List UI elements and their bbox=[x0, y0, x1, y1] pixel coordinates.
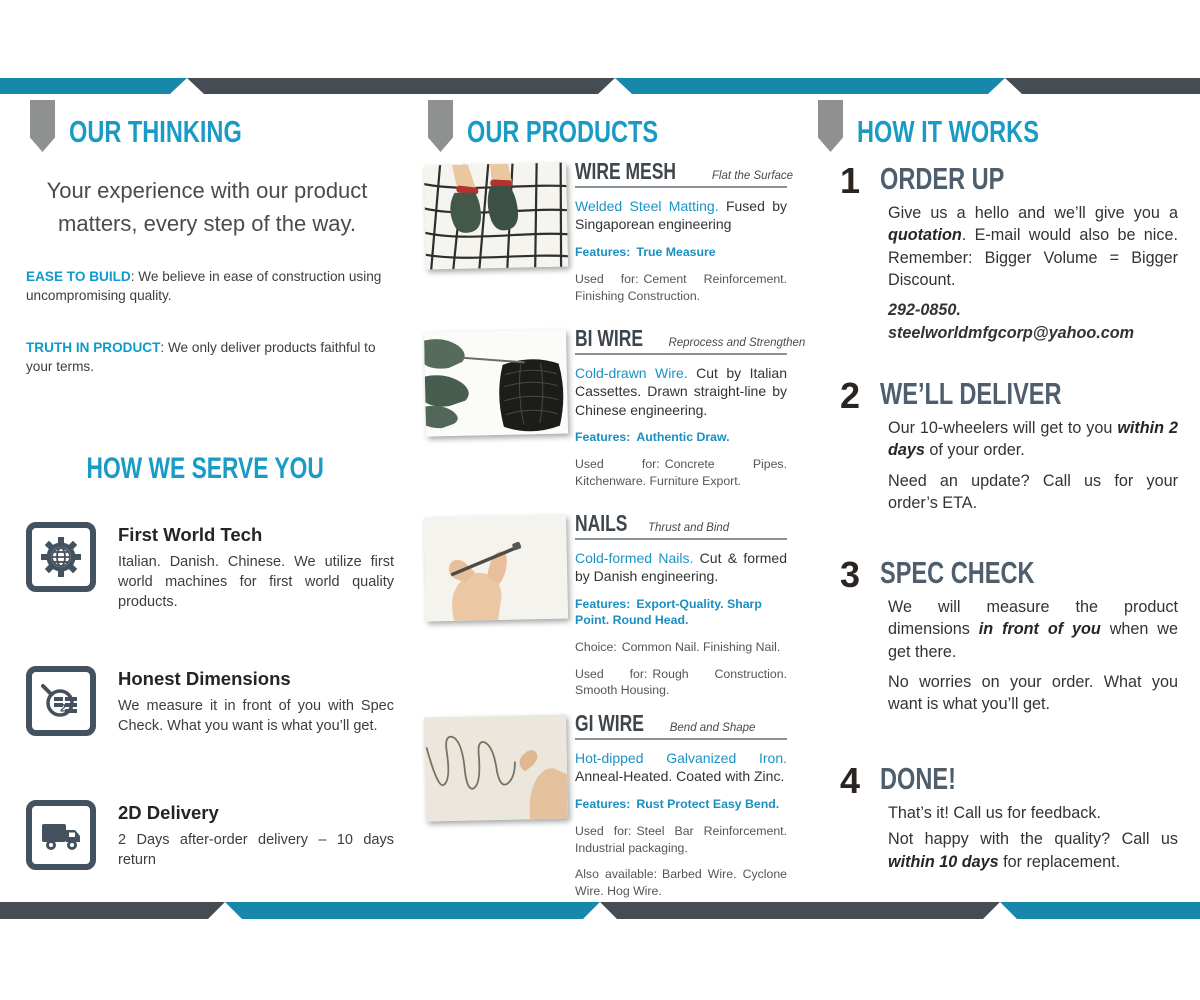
step-paragraph: No worries on your order. What you want is what you’ll get. bbox=[888, 673, 1178, 714]
section-title: OUR PRODUCTS bbox=[467, 114, 659, 149]
value-point-text: : We only deliver products faithful to your terms. bbox=[26, 339, 376, 375]
used-text: Cement Reinforcement. Finishing Construction. bbox=[575, 271, 787, 303]
bookmark-pin-icon bbox=[428, 100, 453, 152]
step-title: WE’LL DELIVER bbox=[880, 376, 1062, 411]
serve-item-title: Honest Dimensions bbox=[118, 668, 291, 689]
also-label: Also available: bbox=[575, 867, 657, 882]
product-title-row bbox=[575, 712, 787, 740]
product-choice bbox=[575, 639, 787, 656]
also-text: Barbed Wire. Cyclone Wire. Hog Wire. bbox=[575, 867, 787, 898]
step-paragraph bbox=[888, 417, 1178, 462]
bottom-ribbon-decoration bbox=[0, 902, 1200, 919]
section-our-thinking-header bbox=[30, 108, 296, 152]
product-used-for bbox=[575, 666, 787, 699]
used-label: Used for: bbox=[575, 823, 632, 838]
used-text: Steel Bar Reinforcement. Industrial packaging. bbox=[575, 823, 787, 855]
product-wire-mesh bbox=[425, 158, 794, 304]
step-paragraph bbox=[888, 202, 1178, 291]
product-bi-wire bbox=[425, 325, 806, 490]
choice-text: Common Nail. Finishing Nail. bbox=[621, 639, 781, 654]
features-text: True Measure bbox=[636, 244, 716, 259]
value-point-text: : We believe in ease of construction using uncompromising quality. bbox=[26, 268, 382, 304]
step-number: 2 bbox=[840, 375, 861, 416]
section-our-products-header bbox=[428, 108, 718, 152]
step-text: of your order. bbox=[924, 441, 1025, 460]
product-used-for bbox=[575, 271, 787, 304]
product-tagline: Bend and Shape bbox=[669, 722, 756, 734]
email-address: steelworldmfgcorp@yahoo.com bbox=[888, 323, 1135, 342]
serve-item-first-world-tech bbox=[26, 522, 394, 612]
product-desc-rest: Anneal-Heated. Coated with Zinc. bbox=[575, 768, 785, 785]
value-point-label: EASE TO BUILD bbox=[26, 268, 131, 284]
magnifier-spec-icon bbox=[26, 666, 96, 736]
product-title-row bbox=[575, 158, 794, 188]
value-point bbox=[26, 338, 392, 377]
product-title-row bbox=[575, 512, 787, 540]
step-well-deliver bbox=[840, 375, 1180, 522]
step-text: . E-mail would also be nice. Remember: Bigger Volume = Bigger Discount. bbox=[888, 226, 1178, 290]
used-label: Used for: bbox=[575, 666, 648, 681]
product-description bbox=[575, 749, 787, 786]
step-text-emphasis: within 10 days bbox=[888, 852, 999, 871]
product-features bbox=[575, 245, 787, 261]
step-title: SPEC CHECK bbox=[880, 555, 1035, 590]
product-lead: Hot-dipped Galvanized Iron. bbox=[575, 750, 787, 766]
product-features bbox=[575, 597, 787, 629]
product-features bbox=[575, 430, 787, 446]
step-spec-check bbox=[840, 554, 1180, 724]
features-label: Features: bbox=[575, 244, 631, 259]
product-description bbox=[575, 364, 787, 419]
used-text: Rough Construction. Smooth Housing. bbox=[575, 666, 787, 698]
features-text: Authentic Draw. bbox=[636, 430, 730, 445]
delivery-truck-icon bbox=[26, 800, 96, 870]
step-paragraph: That’s it! Call us for feedback. bbox=[888, 804, 1101, 822]
product-tagline: Thrust and Bind bbox=[648, 522, 730, 534]
serve-item-honest-dimensions bbox=[26, 666, 394, 736]
serve-item-text: We measure it in front of you with Spec Check. What you want is what you’ll get. bbox=[118, 698, 394, 734]
step-text: for replacement. bbox=[998, 852, 1121, 871]
features-text: Export-Quality. Sharp Point. Round Head. bbox=[575, 596, 762, 627]
serve-item-text: Italian. Danish. Chinese. We utilize first world machines for first world quality products. bbox=[118, 554, 394, 610]
product-title-row bbox=[575, 325, 806, 355]
product-description bbox=[575, 549, 787, 586]
gear-globe-icon bbox=[26, 522, 96, 592]
svg-text:2: 2 bbox=[60, 702, 67, 715]
section-title: HOW IT WORKS bbox=[857, 114, 1039, 149]
phone-number: 292-0850. bbox=[888, 301, 961, 320]
nails-photo bbox=[424, 515, 568, 622]
product-used-for bbox=[575, 456, 787, 489]
step-text-emphasis: quotation bbox=[888, 226, 962, 245]
serve-item-title: First World Tech bbox=[118, 524, 263, 545]
step-text-emphasis: within 2 days bbox=[888, 419, 1178, 460]
product-used-for bbox=[575, 823, 787, 856]
product-name: GI WIRE bbox=[575, 710, 644, 736]
product-lead: Welded Steel Matting. bbox=[575, 198, 719, 214]
value-point bbox=[26, 267, 392, 306]
serve-item-text: 2 Days after-order delivery – 10 days return bbox=[118, 832, 394, 868]
gi-wire-photo bbox=[424, 715, 568, 822]
choice-label: Choice: bbox=[575, 639, 617, 654]
product-tagline: Flat the Surface bbox=[711, 170, 794, 182]
step-paragraph bbox=[888, 828, 1178, 873]
section-title: OUR THINKING bbox=[69, 114, 242, 149]
used-label: Used for: bbox=[575, 271, 639, 286]
step-paragraph bbox=[888, 596, 1178, 663]
wire-mesh-photo bbox=[424, 163, 568, 270]
serve-item-2d-delivery bbox=[26, 800, 394, 870]
bookmark-pin-icon bbox=[818, 100, 843, 152]
section-how-it-works-header bbox=[818, 108, 1096, 152]
step-title: DONE! bbox=[880, 761, 956, 796]
step-done bbox=[840, 760, 1180, 881]
features-label: Features: bbox=[575, 430, 631, 445]
step-text: Give us a hello and we’ll give you a bbox=[888, 204, 1178, 222]
tagline: Your experience with our product matters, every step of the way. bbox=[46, 178, 368, 236]
top-ribbon-decoration bbox=[0, 78, 1200, 94]
product-lead: Cold-formed Nails. bbox=[575, 550, 694, 566]
step-number: 4 bbox=[840, 760, 861, 801]
product-name: NAILS bbox=[575, 510, 628, 536]
product-description bbox=[575, 197, 787, 234]
step-text: We will measure the product dimensions bbox=[888, 598, 1178, 639]
step-text: Not happy with the quality? Call us bbox=[888, 830, 1178, 849]
features-text: Rust Protect Easy Bend. bbox=[636, 796, 780, 811]
used-text: Concrete Pipes. Kitchenware. Furniture Export. bbox=[575, 457, 787, 488]
product-desc-rest: Cut by Italian Cassettes. Drawn straight-line by Chinese engineering. bbox=[575, 365, 787, 418]
how-we-serve-you-header: HOW WE SERVE YOU bbox=[86, 452, 324, 485]
step-text-emphasis: in front of you bbox=[978, 620, 1101, 639]
product-name: BI WIRE bbox=[575, 325, 643, 351]
product-name: WIRE MESH bbox=[575, 158, 676, 184]
step-order-up bbox=[840, 160, 1180, 352]
used-label: Used for: bbox=[575, 457, 660, 472]
step-number: 3 bbox=[840, 554, 861, 595]
product-desc-rest: Fused by Singaporean engineering bbox=[575, 198, 787, 233]
serve-item-title: 2D Delivery bbox=[118, 802, 219, 823]
features-label: Features: bbox=[575, 796, 631, 811]
features-label: Features: bbox=[575, 596, 631, 611]
bi-wire-photo bbox=[424, 330, 568, 437]
product-nails bbox=[425, 512, 789, 699]
step-paragraph: Need an update? Call us for your order’s ETA. bbox=[888, 471, 1178, 513]
product-desc-rest: Cut & formed by Danish engineering. bbox=[575, 550, 787, 585]
step-text: when we get there. bbox=[888, 620, 1178, 661]
product-gi-wire bbox=[425, 712, 789, 899]
step-number: 1 bbox=[840, 160, 861, 201]
step-title: ORDER UP bbox=[880, 161, 1005, 196]
bookmark-pin-icon bbox=[30, 100, 55, 152]
step-text: Our 10-wheelers will get to you bbox=[888, 419, 1118, 437]
product-features bbox=[575, 797, 787, 813]
product-tagline: Reprocess and Strengthen bbox=[668, 337, 806, 349]
product-lead: Cold-drawn Wire. bbox=[575, 365, 688, 381]
product-also-available bbox=[575, 866, 787, 899]
value-point-label: TRUTH IN PRODUCT bbox=[26, 339, 161, 355]
